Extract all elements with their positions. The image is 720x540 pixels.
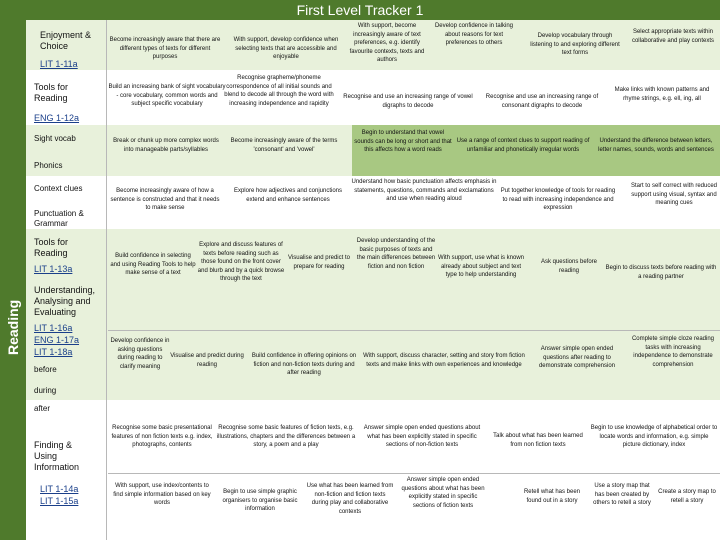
criterion-cell: Develop understanding of the basic purposes of texts and the main differences between fiction and non fiction [356, 238, 436, 270]
row-label: Phonics [34, 161, 63, 170]
criterion-cell: Use what has been learned from non-fiction and fiction texts during play and collaborative contexts [306, 483, 394, 515]
row-label: Punctuation & Grammar [34, 209, 84, 228]
criterion-cell: Begin to use simple graphic organisers to organise basic information [222, 489, 298, 512]
row-divider [108, 330, 720, 331]
criterion-cell: Recognise grapheme/phoneme correspondence of all initial sounds and blend to decode all through the word with increasing independence and rapidity [224, 75, 334, 107]
outcome-code[interactable]: ENG 1-17a [34, 335, 80, 345]
criterion-cell: Develop confidence in talking about reasons for text preferences to others [434, 23, 514, 46]
side-strip [0, 20, 26, 540]
criterion-cell: Put together knowledge of tools for reading to read with increasing independence and expression [500, 188, 616, 211]
outcome-code[interactable]: LIT 1-16a [34, 323, 73, 333]
criterion-cell: Build an increasing bank of sight vocabulary - core vocabulary, common words and subject specific vocabulary [108, 84, 226, 107]
outcome-code[interactable]: LIT 1-13a [34, 264, 73, 274]
outcome-code[interactable]: LIT 1-18a [34, 347, 73, 357]
criterion-cell: Visualise and predict during reading [170, 353, 244, 368]
outcome-code[interactable]: LIT 1-15a [40, 496, 79, 506]
criterion-cell: Develop vocabulary through listening to and exploring different text forms [530, 33, 620, 56]
criterion-cell: With support, discuss character, setting and story from fiction texts and make links with own experiences and knowledge [363, 353, 525, 368]
criterion-cell: With support, develop confidence when selecting texts that are accessible and enjoyable [233, 37, 339, 60]
criterion-cell: Begin to use knowledge of alphabetical order to locate words and information, e.g. simple picture dictionary, index [590, 425, 718, 448]
criterion-cell: Understand the difference between letters, letter names, sounds, words and sentences [598, 138, 714, 153]
criterion-cell: Become increasingly aware that there are different types of texts for different purposes [109, 37, 221, 60]
criterion-cell: Ask questions before reading [540, 259, 598, 274]
criterion-cell: With support, use index/contents to find simple information based on key words [113, 483, 211, 506]
criterion-cell: Understand how basic punctuation affects emphasis in statements, questions, commands and exclamations and use when reading aloud [351, 179, 497, 202]
criterion-cell: With support, use what is known already about subject and text type to help understanding [437, 255, 525, 278]
outcome-code[interactable]: LIT 1-11a [40, 59, 78, 69]
criterion-cell: Visualise and predict to prepare for reading [288, 255, 350, 270]
criterion-cell: Select appropriate texts within collaborative and play contexts [631, 29, 715, 44]
criterion-cell: Retell what has been found out in a story [523, 489, 581, 504]
criterion-cell: Explore how adjectives and conjunctions extend and enhance sentences [233, 188, 343, 203]
outcome-code[interactable]: ENG 1-12a [34, 113, 80, 123]
row-label: during [34, 386, 57, 395]
criterion-cell: Explore and discuss features of texts before reading such as those found on the front cover and blurb and by a quick browse through the text [197, 242, 285, 282]
criterion-cell: Recognise some basic features of fiction texts, e.g. illustrations, chapters and the differences between a story, a poem and a play [216, 425, 356, 448]
row-label: Understanding, Analysing and Evaluating [34, 285, 96, 317]
criterion-cell: Begin to discuss texts before reading with a reading partner [605, 265, 717, 280]
criterion-cell: Build confidence in selecting and using Reading Tools to help make sense of a text [110, 253, 196, 276]
criterion-cell: Begin to understand that vowel sounds can be long or short and that this affects how a word reads [354, 130, 452, 153]
criterion-cell: With support, become increasingly aware of text preferences, e.g. identify favourite contexts, texts and authors [349, 23, 425, 63]
row-label: after [34, 404, 51, 413]
criterion-cell: Answer simple open ended questions about what has been explicitly stated in specific sections of fiction texts [401, 477, 485, 509]
row-label: Finding & Using Information [34, 440, 80, 472]
row-label: Sight vocab [34, 134, 76, 143]
criterion-cell: Start to self correct with reduced support using visual, syntax and meaning cues [630, 183, 718, 206]
criterion-cell: Develop confidence in asking questions during reading to clarify meaning [110, 338, 170, 370]
criterion-cell: Recognise some basic presentational features of non fiction texts e.g. index, photographs, contents [111, 425, 213, 448]
label-divider [106, 20, 107, 540]
side-label: Reading [5, 299, 21, 355]
criterion-cell: Break or chunk up more complex words into manageable parts/syllables [113, 138, 219, 153]
criterion-cell: Recognise and use an increasing range of vowel digraphs to decode [343, 94, 473, 109]
band-finding [26, 400, 720, 540]
criterion-cell: Make links with known patterns and rhyme strings, e.g. ell, ing, all [614, 87, 710, 102]
page-title: First Level Tracker 1 [0, 0, 720, 20]
row-divider [108, 473, 720, 474]
criterion-cell: Recognise and use an increasing range of consonant digraphs to decode [485, 94, 599, 109]
criterion-cell: Become increasingly aware of how a sentence is constructed and that it needs to make sense [110, 188, 220, 211]
criterion-cell: Become increasingly aware of the terms 'consonant' and 'vowel' [230, 138, 338, 153]
criterion-cell: Use a range of context clues to support reading of unfamiliar and phonetically irregular words [456, 138, 590, 153]
row-label: Tools for Reading [34, 82, 69, 103]
criterion-cell: Build confidence in offering opinions on fiction and non-fiction texts during and after reading [251, 353, 357, 376]
outcome-code[interactable]: LIT 1-14a [40, 484, 79, 494]
criterion-cell: Use a story map that has been created by others to retell a story [593, 483, 651, 506]
criterion-cell: Talk about what has been learned from non fiction texts [493, 433, 583, 448]
row-label: before [34, 365, 57, 374]
criterion-cell: Create a story map to retell a story [658, 489, 716, 504]
row-label: Tools for Reading [34, 237, 69, 258]
row-label: Enjoyment & Choice [40, 30, 92, 51]
criterion-cell: Answer simple open ended questions about what has been explicitly stated in specific sections of non-fiction texts [363, 425, 481, 448]
criterion-cell: Complete simple cloze reading tasks with increasing independence to demonstrate comprehension [631, 336, 715, 368]
row-label: Context clues [34, 184, 83, 193]
criterion-cell: Answer simple open ended questions after reading to demonstrate comprehension [538, 346, 616, 369]
